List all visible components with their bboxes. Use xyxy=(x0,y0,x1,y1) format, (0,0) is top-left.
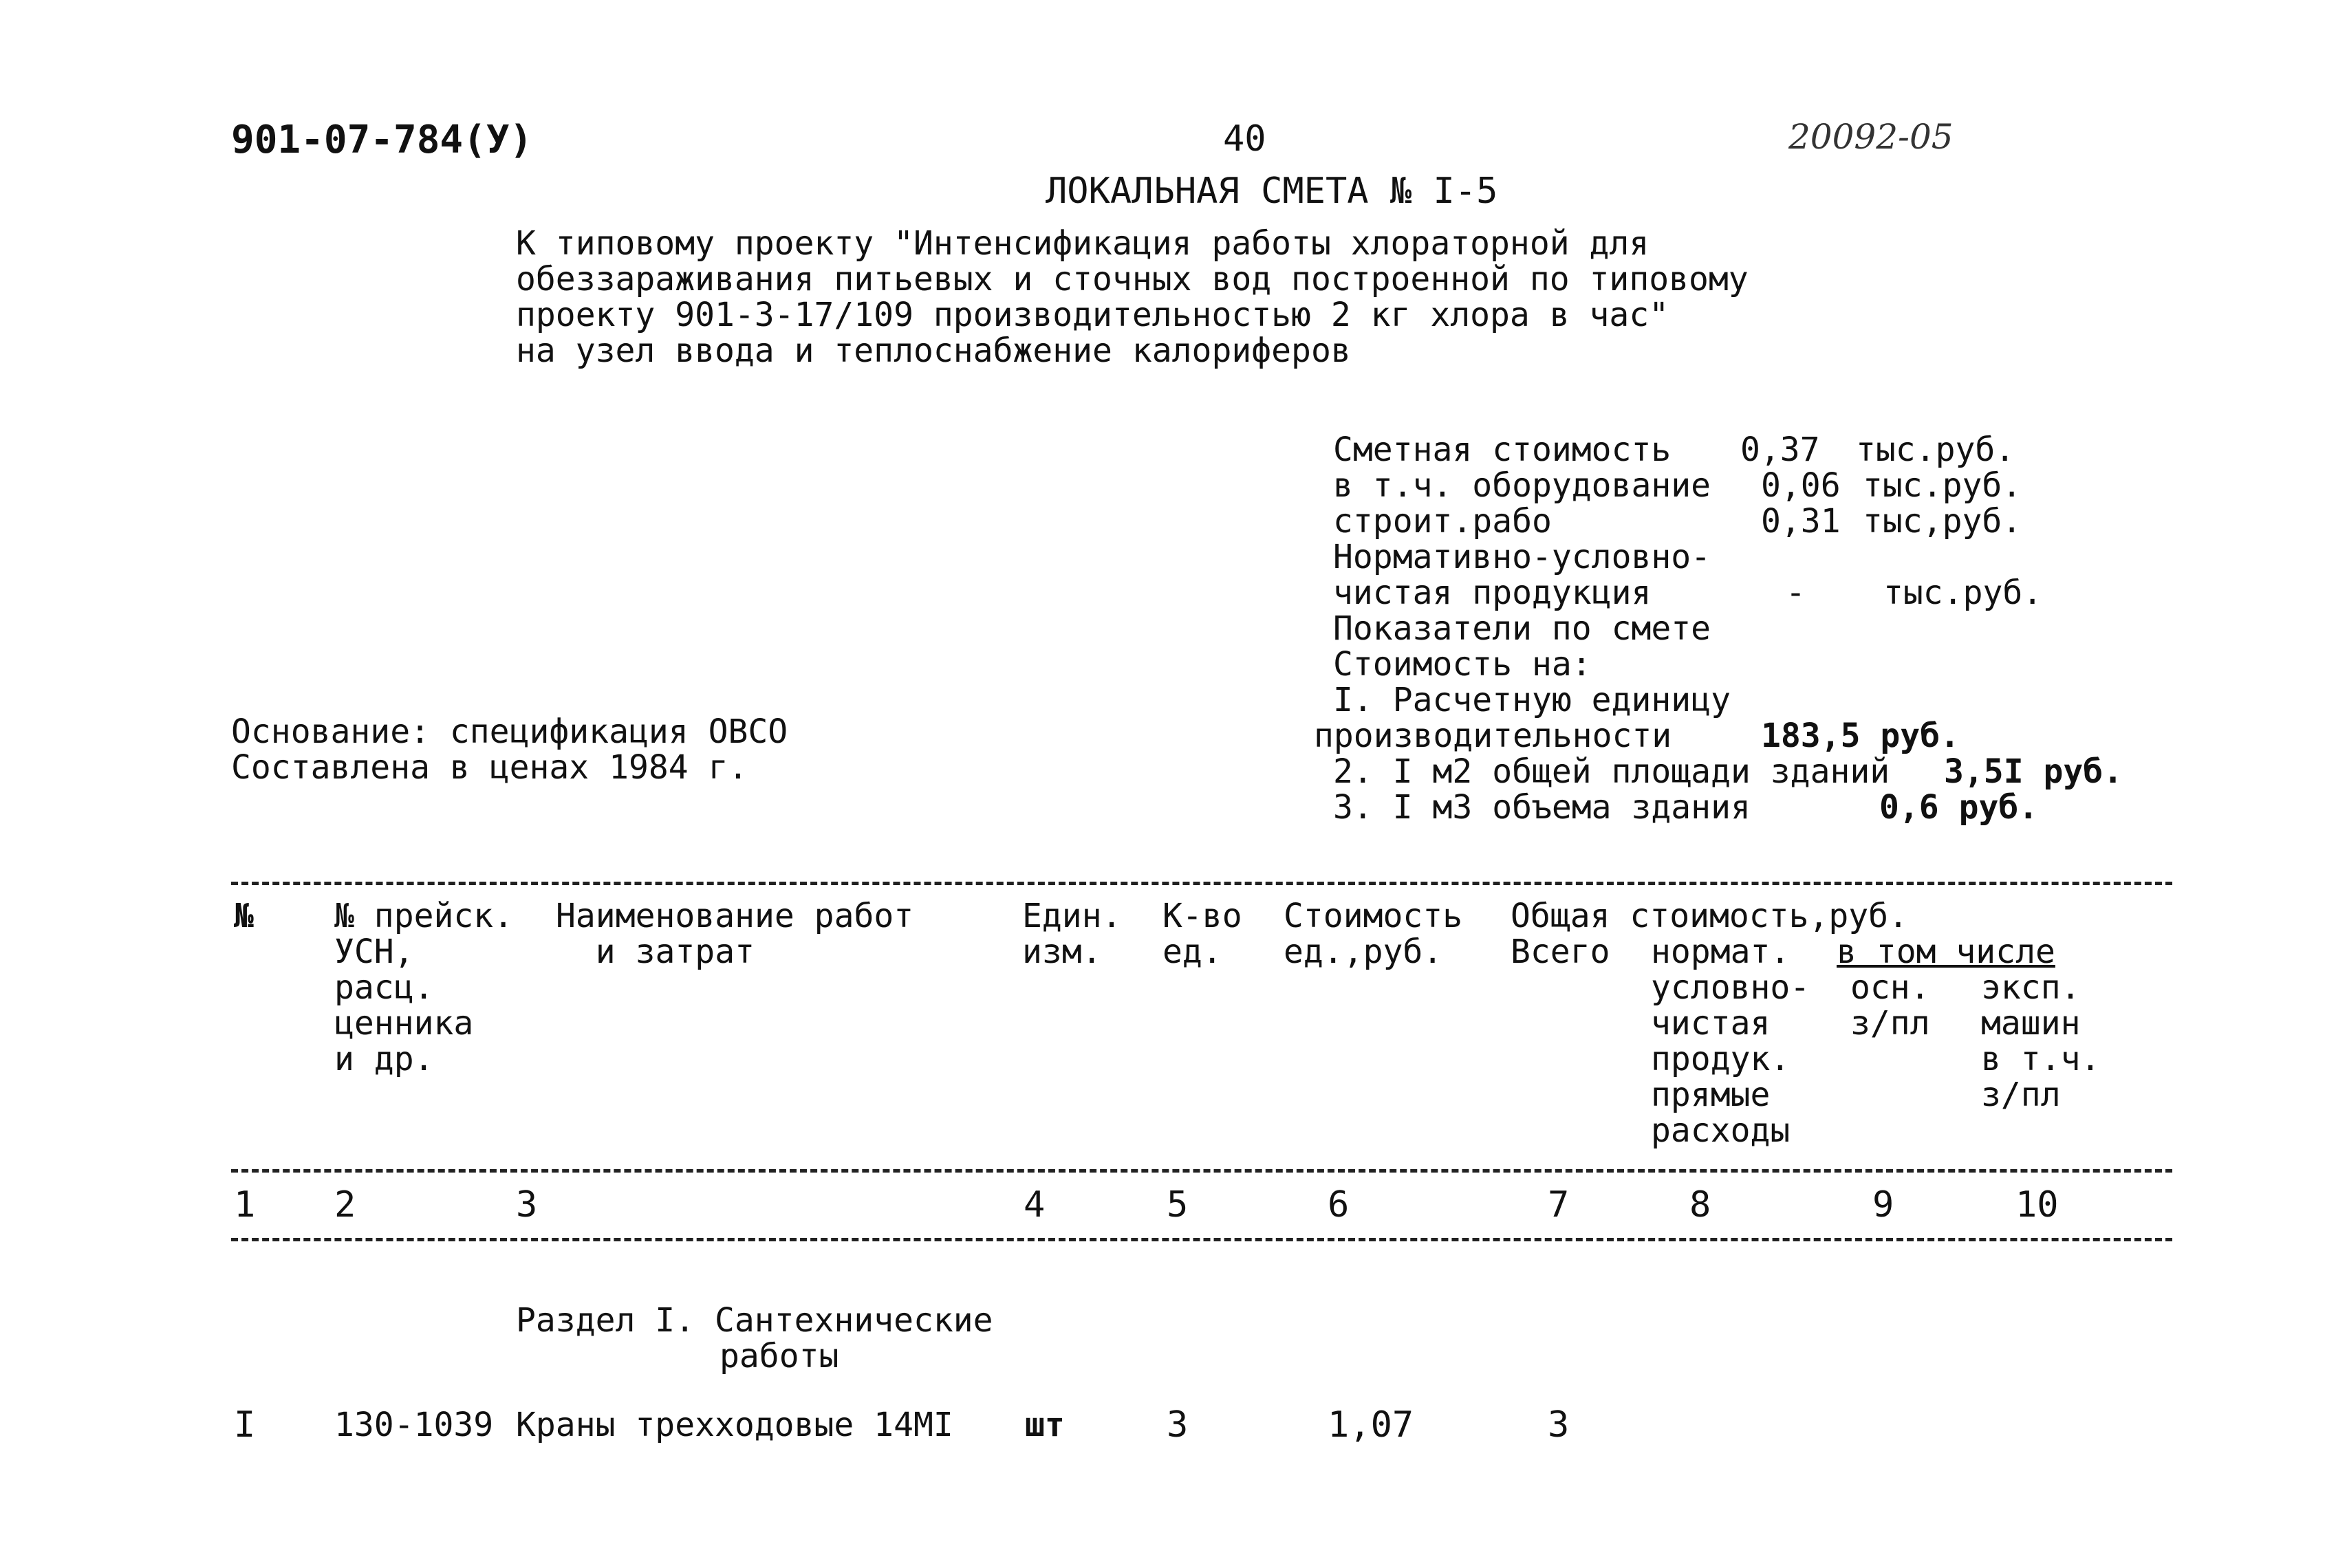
equipment-cost-label: в т.ч. оборудование xyxy=(1333,466,1711,505)
nup-unit: тыс.руб. xyxy=(1883,574,2043,612)
header-col-qty-1: К-во xyxy=(1162,897,1242,935)
indicator-3-label: 3. I м3 объема здания xyxy=(1333,788,1751,827)
column-number-6: 6 xyxy=(1328,1184,1350,1226)
page-number: 40 xyxy=(1223,118,1266,160)
header-col-nup-3: чистая xyxy=(1651,1004,1771,1043)
header-col-unit-cost-2: ед.,руб. xyxy=(1284,933,1443,971)
estimated-cost-unit: тыс.руб. xyxy=(1856,431,2015,469)
header-col-code-4: ценника xyxy=(334,1004,474,1043)
header-col-wages-2: з/пл xyxy=(1850,1004,1930,1043)
equipment-cost-unit: тыс.руб. xyxy=(1863,466,2022,505)
header-col-number: № xyxy=(234,897,254,935)
header-col-total: Всего xyxy=(1511,933,1610,971)
row-1-quantity: 3 xyxy=(1167,1404,1189,1446)
construction-cost-value: 0,31 xyxy=(1761,502,1841,541)
estimated-cost-value: 0,37 xyxy=(1740,431,1820,469)
column-number-8: 8 xyxy=(1689,1184,1711,1226)
header-col-name-2: и затрат xyxy=(556,933,755,971)
header-col-code-3: расц. xyxy=(334,968,434,1007)
header-col-name-1: Наименование работ xyxy=(556,897,914,935)
page-title: ЛОКАЛЬНАЯ СМЕТА № I-5 xyxy=(1046,171,1498,212)
header-col-nup-2: условно- xyxy=(1651,968,1810,1007)
column-number-9: 9 xyxy=(1872,1184,1894,1226)
subtitle-line-4: на узел ввода и теплоснабжение калориферов xyxy=(516,331,1351,370)
indicator-1-value: 183,5 руб. xyxy=(1761,717,1960,755)
header-group-total-cost: Общая стоимость,руб. xyxy=(1511,897,1908,935)
row-1-name: Краны трехходовые 14МI xyxy=(516,1406,953,1444)
construction-cost-label: строит.рабо xyxy=(1333,502,1552,541)
basis-line-2: Составлена в ценах 1984 г. xyxy=(231,748,748,787)
header-col-nup-6: расходы xyxy=(1651,1111,1791,1150)
section-title-line-1: Раздел I. Сантехнические xyxy=(516,1301,993,1340)
column-number-4: 4 xyxy=(1024,1184,1046,1226)
header-in-that-number: в том числе xyxy=(1837,933,2055,971)
column-numbers-top-rule xyxy=(231,1169,2172,1173)
column-number-1: 1 xyxy=(234,1184,256,1226)
header-col-code-5: и др. xyxy=(334,1040,434,1078)
column-number-2: 2 xyxy=(334,1184,356,1226)
section-title-line-2: работы xyxy=(720,1337,839,1375)
nup-value: - xyxy=(1786,574,1806,612)
document-code: 901-07-784(У) xyxy=(231,118,533,162)
subtitle-line-1: К типовому проекту "Интенсификация работы хлораторной для xyxy=(516,224,1650,263)
header-col-code-2: УСН, xyxy=(334,933,414,971)
indicator-1-label-1: I. Расчетную единицу xyxy=(1333,681,1731,719)
row-1-number: I xyxy=(234,1404,256,1446)
header-col-nup-4: продук. xyxy=(1651,1040,1791,1078)
column-number-7: 7 xyxy=(1548,1184,1570,1226)
column-numbers-bottom-rule xyxy=(231,1238,2172,1241)
header-col-nup-1: нормат. xyxy=(1651,933,1791,971)
header-col-machines-3: в т.ч. xyxy=(1981,1040,2101,1078)
row-1-total: 3 xyxy=(1548,1404,1570,1446)
estimated-cost-label: Сметная стоимость xyxy=(1333,431,1672,469)
header-col-unit-1: Един. xyxy=(1022,897,1122,935)
column-number-5: 5 xyxy=(1167,1184,1189,1226)
cost-on-label: Стоимость на: xyxy=(1333,645,1592,684)
header-col-machines-4: з/пл xyxy=(1981,1076,2061,1114)
row-1-unit-cost: 1,07 xyxy=(1328,1404,1414,1446)
nup-label-2: чистая продукция xyxy=(1333,574,1652,612)
row-1-unit: шт xyxy=(1025,1406,1065,1444)
header-col-code-1: № прейск. xyxy=(334,897,514,935)
indicator-1-label-2: производительности xyxy=(1314,717,1672,755)
column-number-3: 3 xyxy=(516,1184,538,1226)
basis-line-1: Основание: спецификация ОВСО xyxy=(231,712,788,751)
header-col-unit-cost-1: Стоимость xyxy=(1284,897,1463,935)
header-col-unit-2: изм. xyxy=(1022,933,1102,971)
equipment-cost-value: 0,06 xyxy=(1761,466,1841,505)
header-col-wages-1: осн. xyxy=(1850,968,1930,1007)
indicators-label: Показатели по смете xyxy=(1333,609,1711,648)
indicator-2-value: 3,5I руб. xyxy=(1944,752,2123,791)
nup-label-1: Нормативно-условно- xyxy=(1333,538,1711,576)
header-col-machines-2: машин xyxy=(1981,1004,2081,1043)
construction-cost-unit: тыс,руб. xyxy=(1863,502,2022,541)
subtitle-line-3: проекту 901-3-17/109 производительностью 2 кг хлора в час" xyxy=(516,296,1669,334)
column-number-10: 10 xyxy=(2015,1184,2059,1226)
row-1-code: 130-1039 xyxy=(334,1406,494,1444)
table-top-rule xyxy=(231,882,2172,885)
indicator-3-value: 0,6 руб. xyxy=(1879,788,2039,827)
subtitle-line-2: обеззараживания питьевых и сточных вод построенной по типовому xyxy=(516,260,1749,298)
header-col-qty-2: ед. xyxy=(1162,933,1222,971)
handwritten-note: 20092-05 xyxy=(1788,117,1954,157)
header-col-machines-1: эксп. xyxy=(1981,968,2081,1007)
indicator-2-label: 2. I м2 общей площади зданий xyxy=(1333,752,1890,791)
header-col-nup-5: прямые xyxy=(1651,1076,1771,1114)
